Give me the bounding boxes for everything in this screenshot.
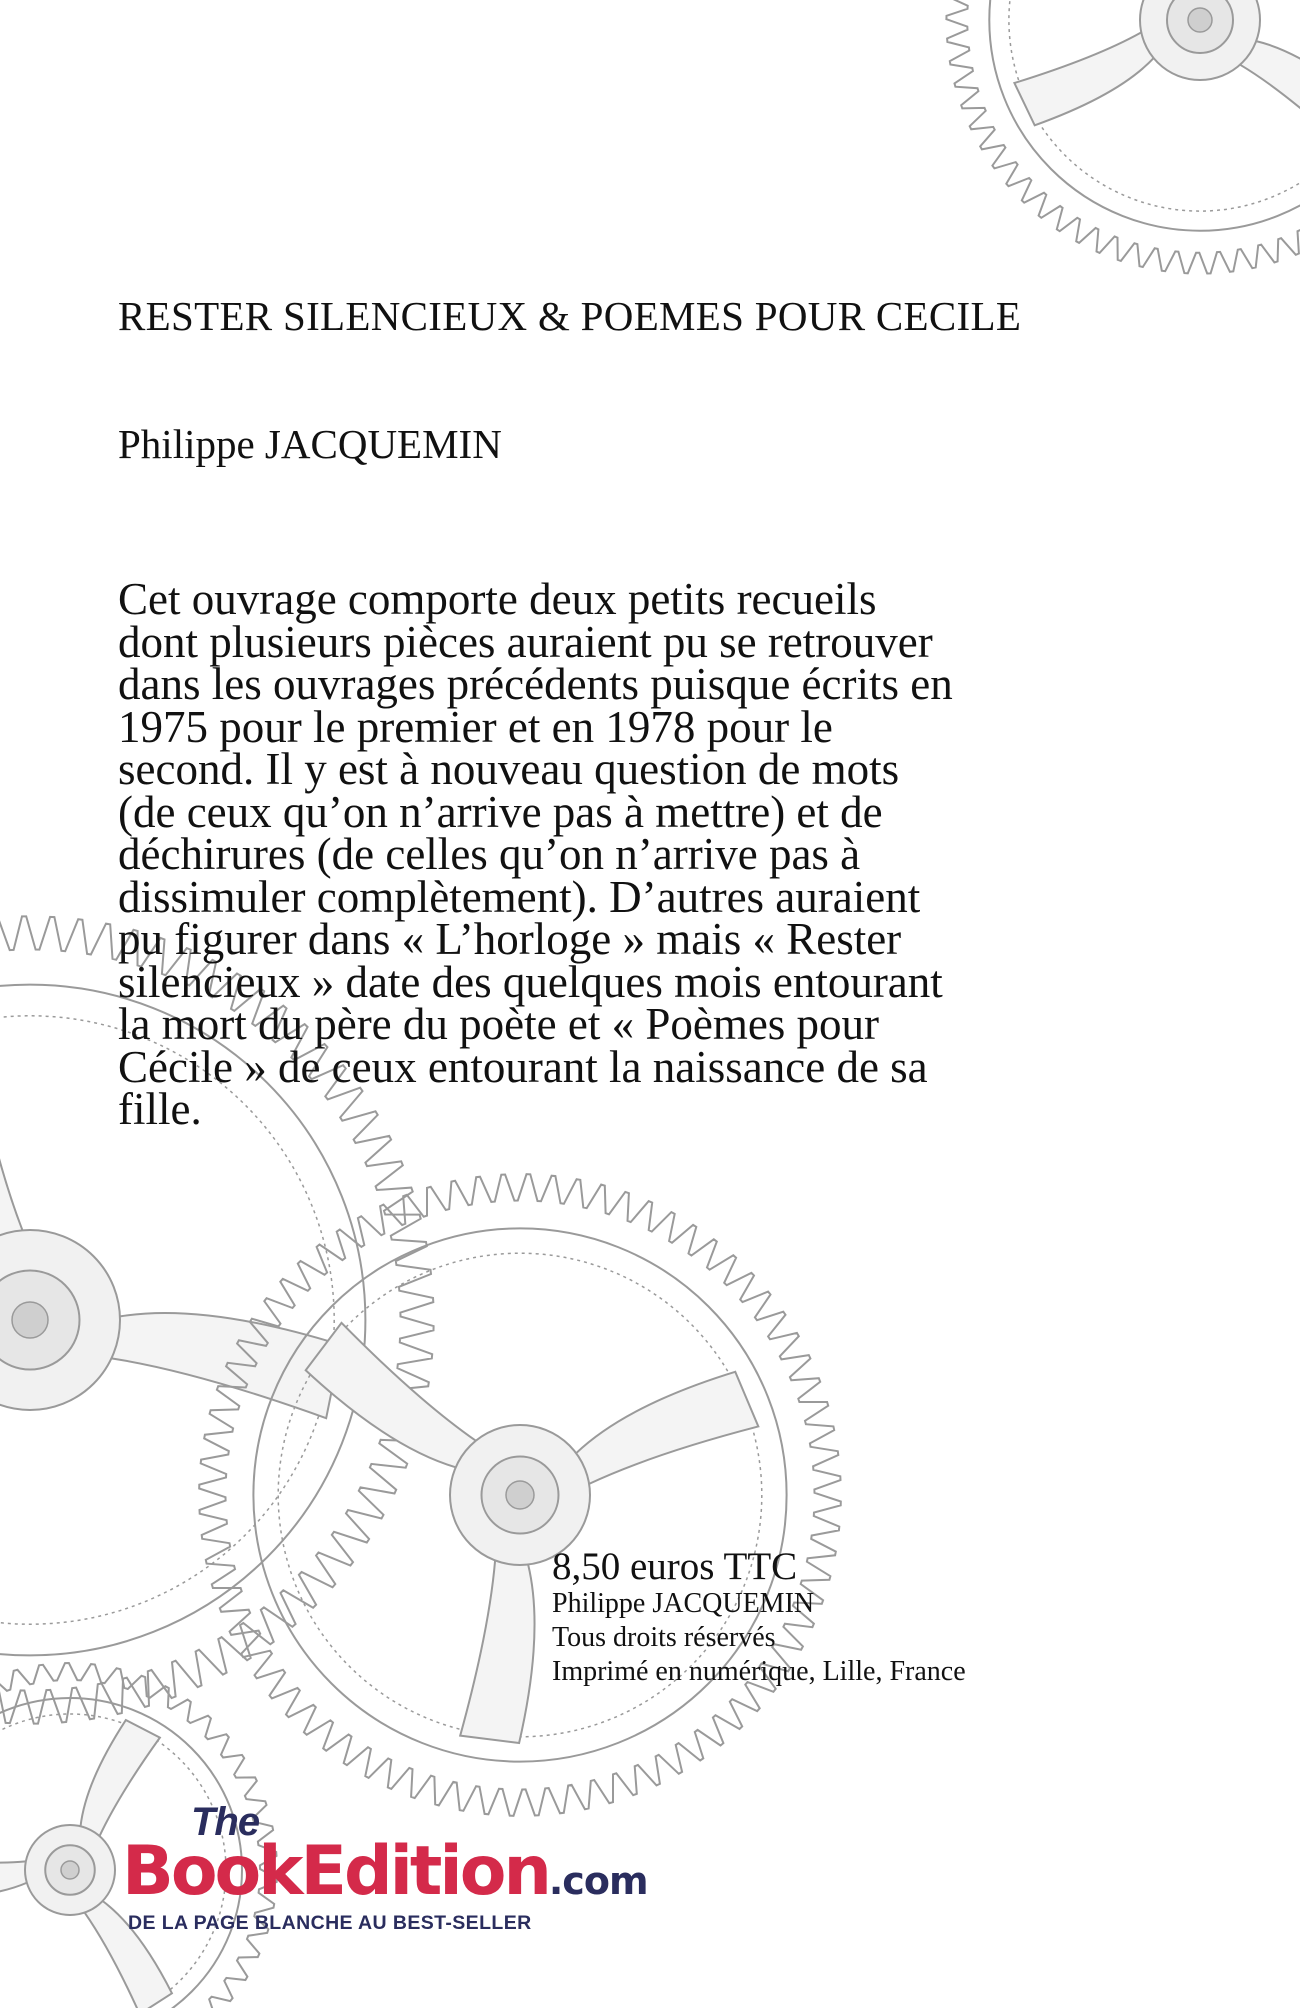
gear-icon xyxy=(199,1174,841,1816)
rights-notice: Tous droits réservés xyxy=(552,1622,776,1653)
book-author: Philippe JACQUEMIN xyxy=(118,421,502,467)
logo-tagline: DE LA PAGE BLANCHE AU BEST-SELLER xyxy=(128,1912,532,1934)
logo-brand xyxy=(122,1832,648,1911)
book-title: RESTER SILENCIEUX & POEMES POUR CECILE xyxy=(118,293,1022,339)
colophon xyxy=(552,1547,1152,1689)
book-blurb: Cet ouvrage comporte deux petits recueils dont plusieurs pièces auraient pu se retrouver dans les ouvrages précédents puisque écrits en 1975 pour le premier et en 1978 pour le second. Il y est à nouveau question de mots (de ceux qu’on n’arrive pas à mettre) et de déchirures (de celles qu’on n’arrive pas à dissimuler complètement). D’autres auraient pu figurer dans « L’horloge » mais « Rester silencieux » date des quelques mois entourant la mort du père du poète et « Poèmes pour Cécile » de ceux entourant la naissance de sa fille. xyxy=(118,574,953,1134)
logo-brand-name: BookEdition xyxy=(122,1832,549,1911)
gear-icon xyxy=(946,0,1300,274)
publisher-logo xyxy=(122,1800,712,1934)
price: 8,50 euros TTC xyxy=(552,1545,798,1588)
logo-the: The xyxy=(191,1800,260,1844)
colophon-author: Philippe JACQUEMIN xyxy=(552,1588,815,1619)
print-location: Imprimé en numérique, Lille, France xyxy=(552,1656,966,1687)
logo-tld: .com xyxy=(548,1859,648,1903)
